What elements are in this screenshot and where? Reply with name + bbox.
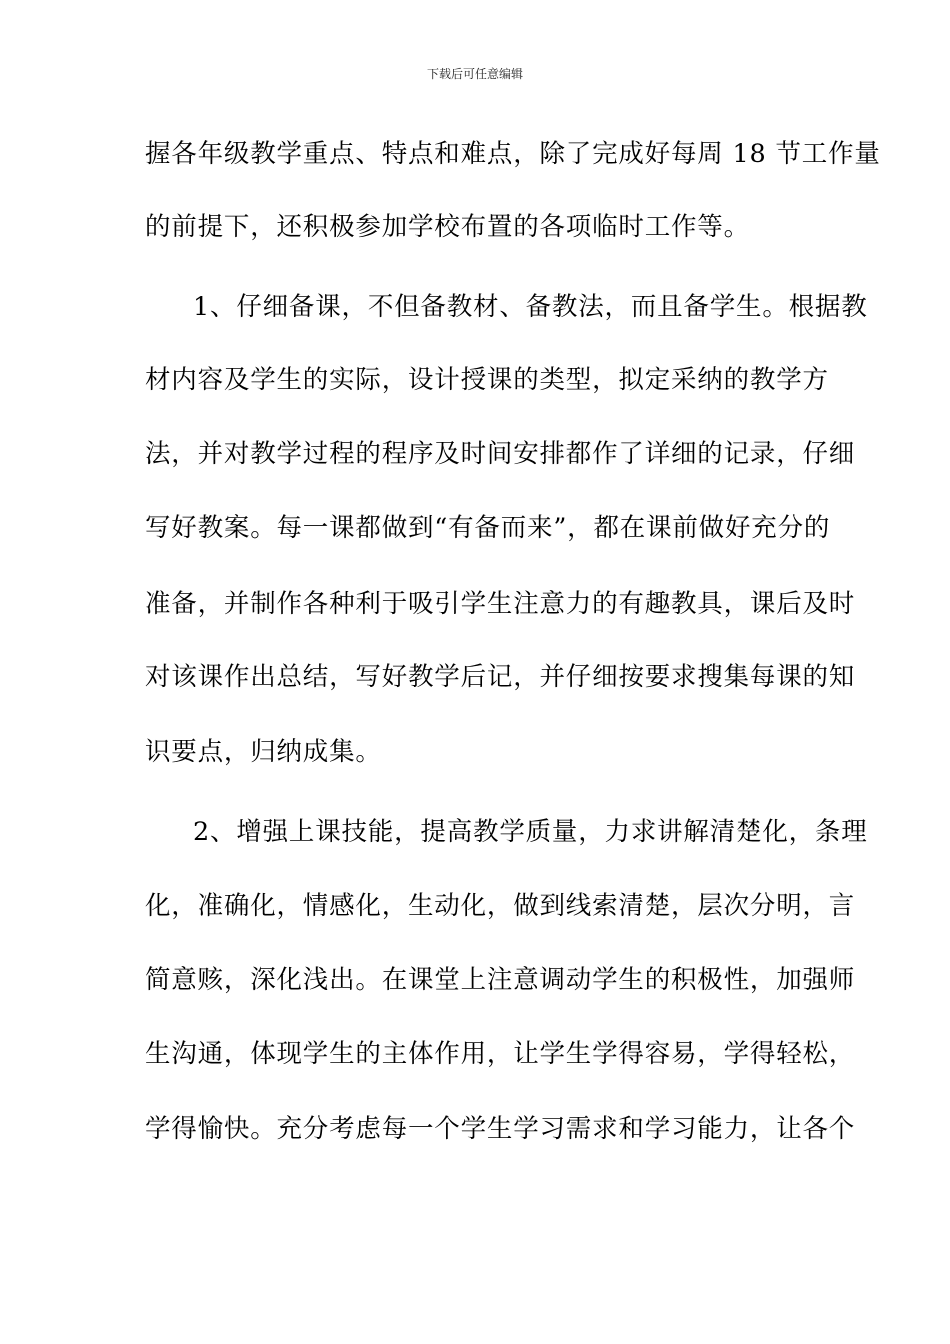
paragraph-2-line-1: 1、仔细备课，不但备教材、备教法，而且备学生。根据教 — [193, 292, 868, 322]
paragraph-2-line-7: 识要点，归纳成集。 — [145, 737, 382, 767]
paragraph-2-line-6: 对该课作出总结，写好教学后记，并仔细按要求搜集每课的知 — [145, 662, 856, 692]
paragraph-1-line-2: 的前提下，还积极参加学校布置的各项临时工作等。 — [145, 212, 750, 242]
paragraph-2-line-5: 准备，并制作各种利于吸引学生注意力的有趣教具，课后及时 — [145, 589, 856, 619]
paragraph-1-line-1: 握各年级教学重点、特点和难点，除了完成好每周 18 节工作量 — [145, 139, 881, 169]
paragraph-3-line-1: 2、增强上课技能，提高教学质量，力求讲解清楚化，条理 — [193, 817, 868, 847]
page-header-note: 下载后可任意编辑 — [426, 67, 523, 81]
paragraph-2-line-3: 法，并对教学过程的程序及时间安排都作了详细的记录，仔细 — [145, 439, 856, 469]
paragraph-2-line-2: 材内容及学生的实际，设计授课的类型，拟定采纳的教学方 — [145, 365, 829, 395]
paragraph-3-line-2: 化，准确化，情感化，生动化，做到线索清楚，层次分明，言 — [145, 891, 856, 921]
paragraph-3-line-5: 学得愉快。充分考虑每一个学生学习需求和学习能力，让各个 — [145, 1114, 856, 1144]
paragraph-3-line-3: 简意赅，深化浅出。在课堂上注意调动学生的积极性，加强师 — [145, 965, 856, 995]
paragraph-3-line-4: 生沟通，体现学生的主体作用，让学生学得容易，学得轻松， — [145, 1039, 856, 1069]
paragraph-2-line-4: 写好教案。每一课都做到“有备而来”，都在课前做好充分的 — [145, 513, 831, 543]
